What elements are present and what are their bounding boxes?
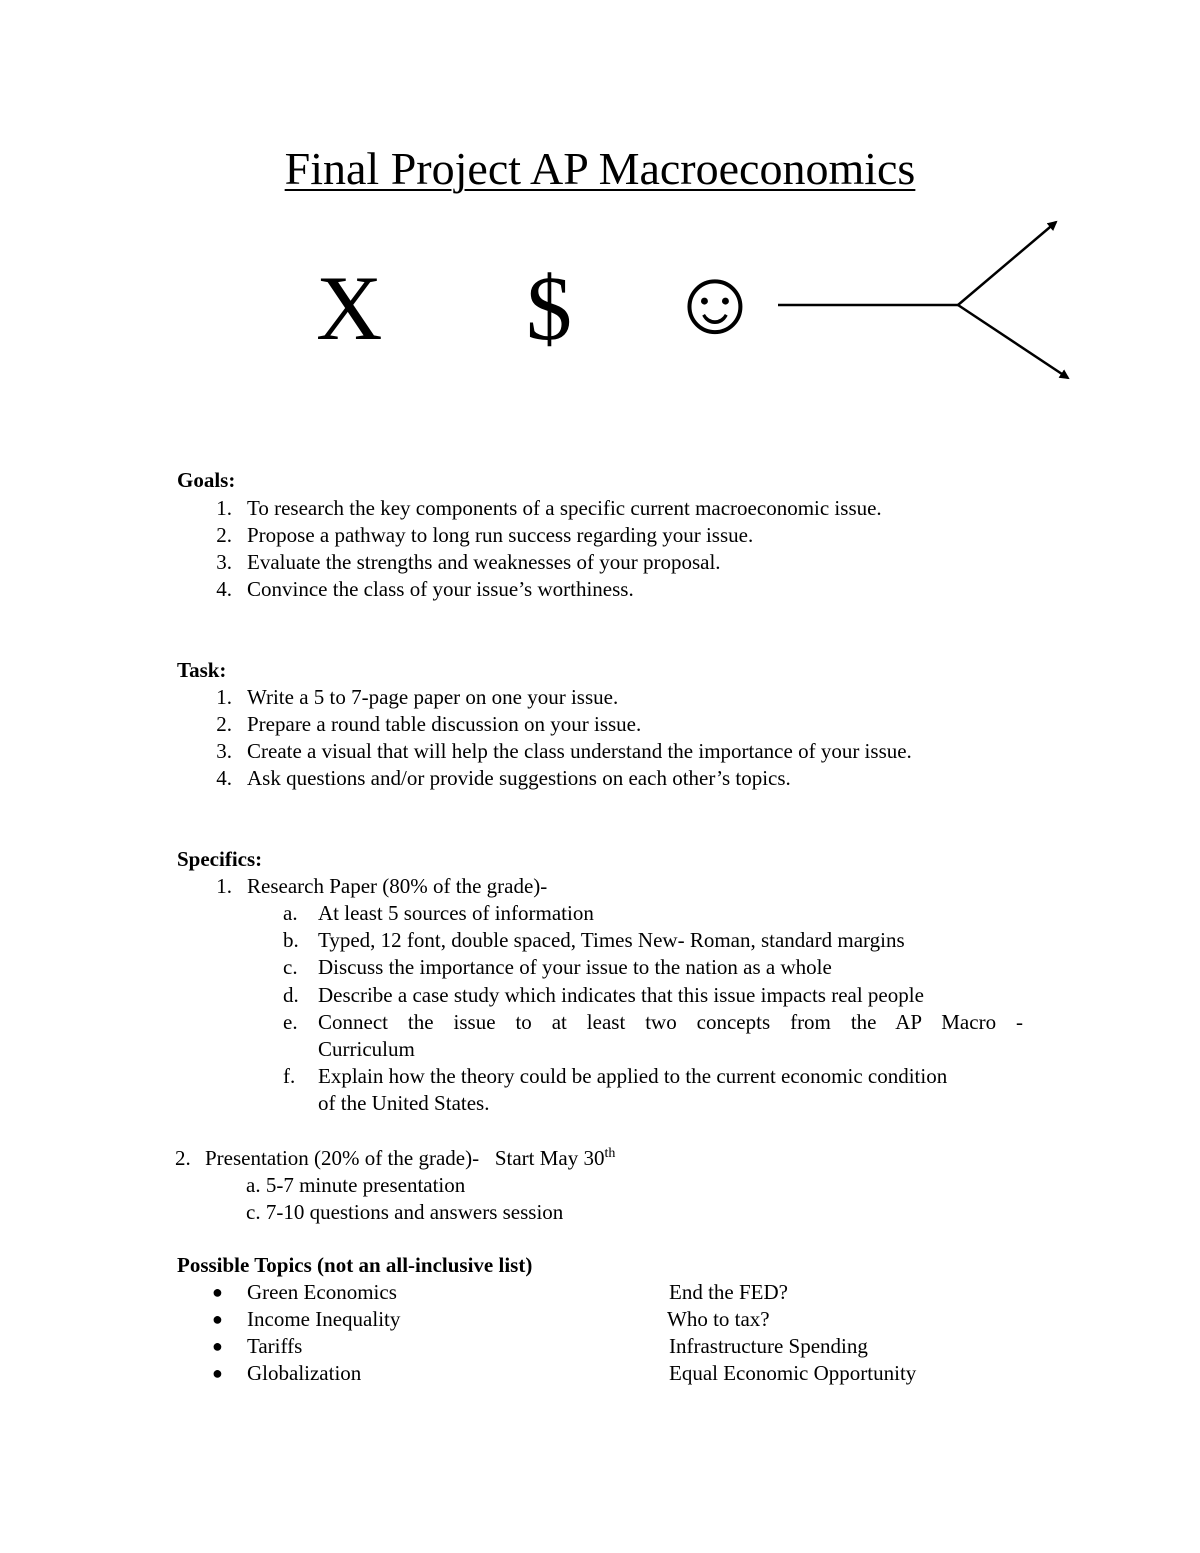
task-item: Prepare a round table discussion on your issue. — [247, 712, 642, 736]
presentation-sub-item: c. 7-10 questions and answers session — [246, 1200, 564, 1224]
sub-item: Typed, 12 font, double spaced, Times New- Roman, standard margins — [318, 928, 905, 952]
sub-item: At least 5 sources of information — [318, 901, 594, 925]
x-symbol: X — [316, 257, 383, 359]
sub-item-letter: f. — [283, 1064, 296, 1088]
task-number: 3. — [216, 739, 232, 763]
sub-item-letter: d. — [283, 983, 299, 1007]
sub-item: Discuss the importance of your issue to the nation as a whole — [318, 955, 832, 979]
sub-item-continuation: of the United States. — [318, 1091, 490, 1115]
research-paper-item: Research Paper (80% of the grade)- — [247, 874, 548, 898]
bullet-icon: ● — [212, 1282, 223, 1302]
presentation-superscript: th — [604, 1146, 616, 1161]
sub-item-letter: e. — [283, 1010, 298, 1034]
topic-item: Green Economics — [247, 1280, 397, 1304]
presentation-item — [205, 1146, 615, 1171]
sub-item-continuation: Curriculum — [318, 1037, 415, 1061]
bullet-icon: ● — [212, 1309, 223, 1329]
topic-item: Tariffs — [247, 1334, 303, 1358]
task-item: Write a 5 to 7-page paper on one your issue. — [247, 685, 619, 709]
topic-item: Who to tax? — [667, 1307, 770, 1331]
sub-item: Connect the issue to at least two concepts from the AP Macro - — [318, 1010, 1023, 1034]
task-item: Create a visual that will help the class understand the importance of your issue. — [247, 739, 912, 763]
topic-item: Equal Economic Opportunity — [669, 1361, 917, 1385]
branching-arrow-icon — [770, 210, 1080, 390]
bullet-icon: ● — [212, 1363, 223, 1383]
topic-item: Infrastructure Spending — [669, 1334, 868, 1358]
sub-item: Explain how the theory could be applied to the current economic condition — [318, 1064, 948, 1088]
goal-item: Convince the class of your issue’s worthiness. — [247, 577, 634, 601]
goals-heading: Goals: — [177, 468, 236, 492]
sub-item-letter: a. — [283, 901, 298, 925]
presentation-number: 2. — [175, 1146, 191, 1170]
goal-number: 2. — [216, 523, 232, 547]
research-paper-number: 1. — [216, 874, 232, 898]
bullet-icon: ● — [212, 1336, 223, 1356]
task-number: 4. — [216, 766, 232, 790]
presentation-sub-item: a. 5-7 minute presentation — [246, 1173, 466, 1197]
goal-number: 1. — [216, 496, 232, 520]
goal-number: 4. — [216, 577, 232, 601]
topics-heading: Possible Topics (not an all-inclusive list) — [177, 1253, 533, 1277]
task-number: 2. — [216, 712, 232, 736]
goal-number: 3. — [216, 550, 232, 574]
goal-item: Evaluate the strengths and weaknesses of your proposal. — [247, 550, 721, 574]
topic-item: Income Inequality — [247, 1307, 401, 1331]
smiley-icon: ☺ — [668, 251, 762, 353]
presentation-text: Presentation (20% of the grade)- Start May 30 — [205, 1146, 605, 1170]
sub-item-letter: c. — [283, 955, 298, 979]
document-title: Final Project AP Macroeconomics — [284, 143, 916, 194]
topic-item: Globalization — [247, 1361, 362, 1385]
sub-item: Describe a case study which indicates that this issue impacts real people — [318, 983, 924, 1007]
sub-item-letter: b. — [283, 928, 299, 952]
topic-item: End the FED? — [669, 1280, 788, 1304]
goal-item: To research the key components of a specific current macroeconomic issue. — [247, 496, 882, 520]
task-item: Ask questions and/or provide suggestions on each other’s topics. — [247, 766, 791, 790]
specifics-heading: Specifics: — [177, 847, 263, 871]
task-heading: Task: — [177, 658, 227, 682]
task-number: 1. — [216, 685, 232, 709]
goal-item: Propose a pathway to long run success regarding your issue. — [247, 523, 754, 547]
dollar-symbol: $ — [526, 257, 572, 359]
